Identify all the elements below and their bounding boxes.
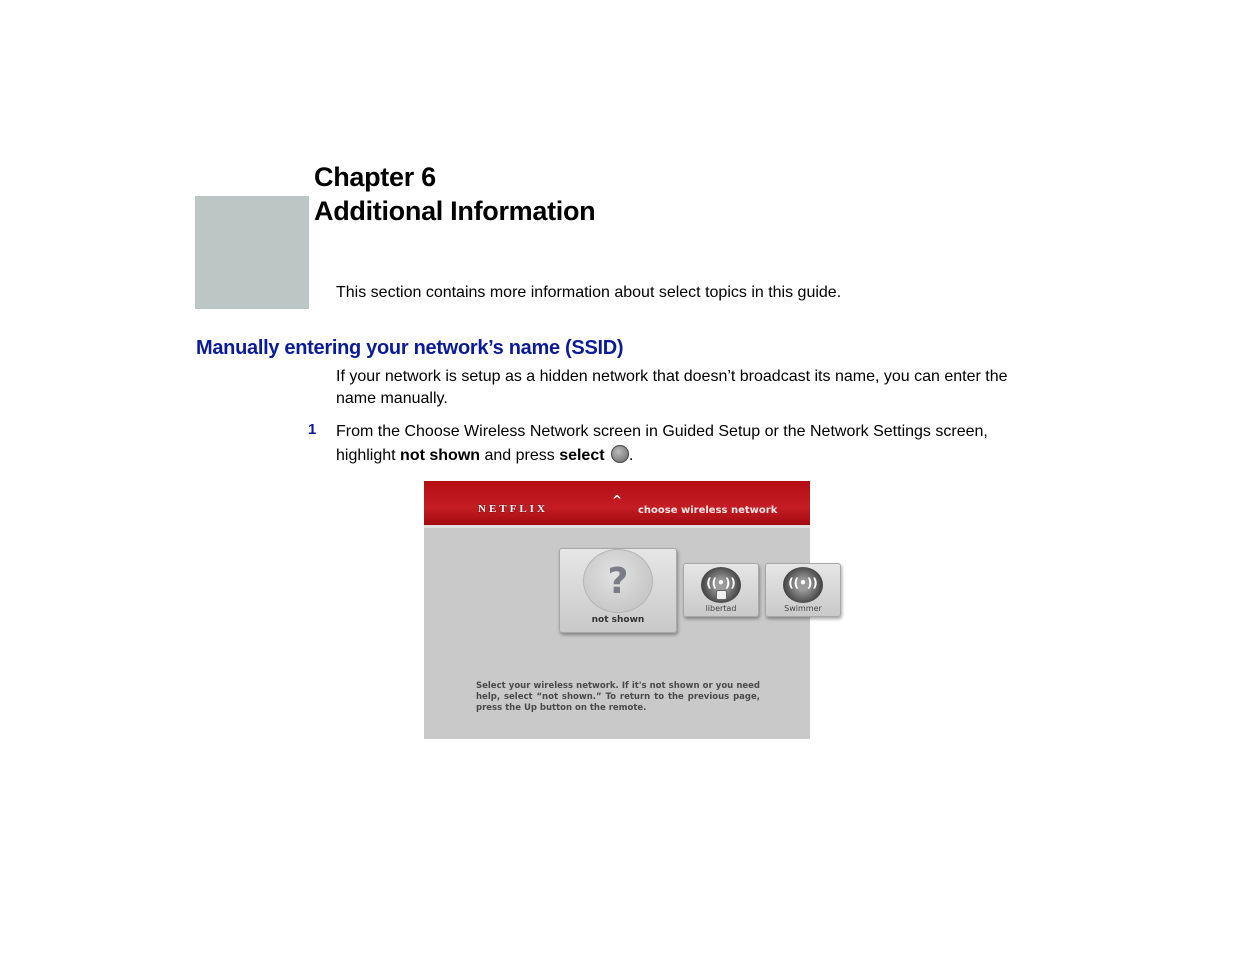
- help-text: Select your wireless network. If it's not shown or you need help, select “not shown.” To return to the previous page, press the Up button on the remote.: [476, 681, 760, 713]
- step-text-c: .: [629, 447, 634, 464]
- chapter-marker-block: [195, 196, 309, 309]
- wifi-locked-icon: ((•)): [701, 567, 741, 603]
- network-tile-libertad[interactable]: [683, 563, 759, 617]
- lock-icon: [716, 590, 727, 600]
- screen-title: choose wireless network: [638, 505, 778, 516]
- step-text: [336, 420, 1046, 468]
- up-arrow-icon: ^: [612, 493, 623, 507]
- section-heading: Manually entering your network’s name (SSID): [196, 337, 624, 359]
- network-tile-not-shown[interactable]: [559, 548, 677, 633]
- network-tile-swimmer[interactable]: [765, 563, 841, 617]
- header-divider: [424, 525, 810, 528]
- chapter-number: Chapter 6: [314, 162, 436, 192]
- step-number: 1: [308, 421, 317, 438]
- tile-label: Swimmer: [784, 604, 822, 613]
- netflix-logo: NETFLIX: [478, 503, 548, 515]
- netflix-screenshot: [424, 481, 822, 739]
- question-mark-icon: ?: [583, 549, 653, 613]
- select-button-icon: [611, 445, 629, 463]
- tile-label: libertad: [705, 604, 737, 613]
- chapter-name: Additional Information: [314, 196, 596, 226]
- step-text-a: From the Choose Wireless Network screen in Guided Setup or the Network Settings screen, highlight: [336, 423, 988, 464]
- step-text-b: and press: [480, 447, 560, 464]
- wifi-icon: ((•)): [783, 567, 823, 603]
- chapter-intro: This section contains more information about select topics in this guide.: [336, 284, 842, 301]
- section-body: If your network is setup as a hidden network that doesn’t broadcast its name, you can enter the name manually.: [336, 368, 1008, 407]
- step-bold-select: select: [559, 447, 605, 464]
- netflix-header: [424, 481, 810, 525]
- tile-label: not shown: [591, 615, 645, 625]
- chapter-title: [314, 160, 595, 228]
- step-bold-not-shown: not shown: [400, 447, 481, 464]
